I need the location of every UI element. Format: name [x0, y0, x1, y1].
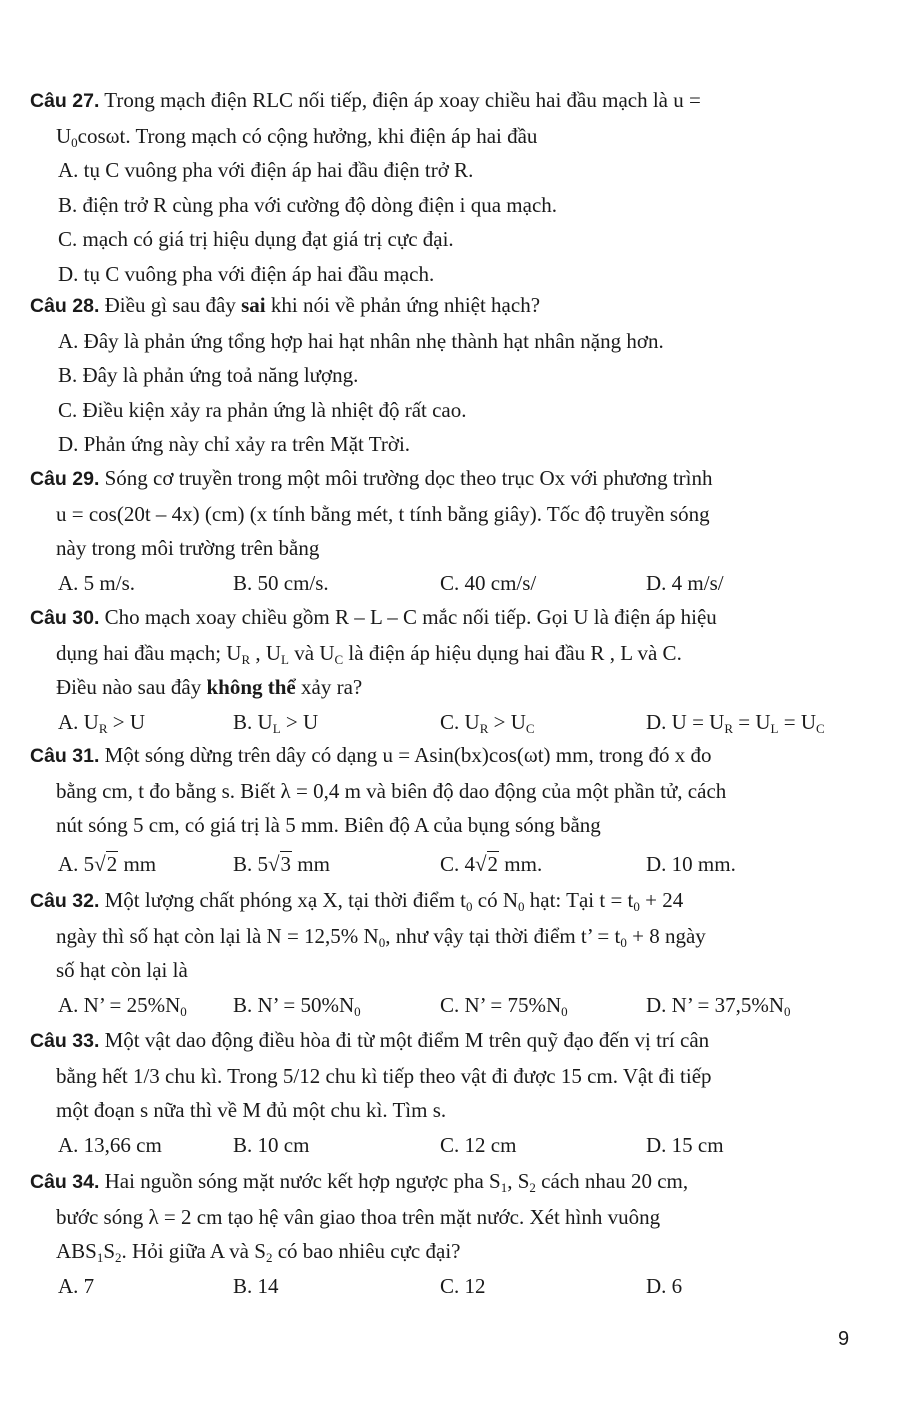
option-a: A. 7	[58, 1273, 95, 1298]
question-32-options	[30, 988, 855, 1023]
question-number: Câu 29.	[30, 468, 100, 490]
option-d: D. tụ C vuông pha với điện áp hai đầu mạch.	[58, 261, 435, 286]
sqrt-icon: √3	[268, 851, 292, 876]
question-33	[30, 1023, 855, 1163]
question-27-stem: Câu 27. Trong mạch điện RLC nối tiếp, điện áp xoay chiều hai đầu mạch là u =	[30, 88, 701, 112]
option-a: A. 13,66 cm	[58, 1132, 162, 1157]
question-30-stem-cont2: Điều nào sau đây không thể xảy ra?	[56, 675, 363, 699]
question-30	[30, 600, 855, 740]
question-27	[30, 83, 855, 291]
option-d: D. 10 mm.	[646, 851, 736, 876]
question-29-options	[30, 566, 855, 601]
option-b: B. 5√3 mm	[233, 847, 330, 882]
question-28-stem: Câu 28. Điều gì sau đây sai khi nói về phản ứng nhiệt hạch?	[30, 293, 541, 317]
option-b: B. N’ = $50\%N_0$	[233, 992, 361, 1019]
option-c: C. Điều kiện xảy ra phản ứng là nhiệt độ rất cao.	[58, 397, 467, 422]
option-c: C. $U_R > U_C$	[440, 709, 535, 736]
question-30-stem: Câu 30. Cho mạch xoay chiều gồm R – L – C mắc nối tiếp. Gọi U là điện áp hiệu	[30, 605, 717, 629]
question-28	[30, 288, 855, 462]
question-29-stem: Câu 29. Sóng cơ truyền trong một môi trường dọc theo trục Ox với phương trình	[30, 466, 713, 490]
question-34	[30, 1164, 855, 1304]
option-b: B. điện trở R cùng pha với cường độ dòng điện i qua mạch.	[58, 192, 558, 217]
option-c: C. N’ = $75\%N_0$	[440, 992, 568, 1019]
question-number: Câu 33.	[30, 1030, 100, 1052]
question-32-stem-cont2: số hạt còn lại là	[56, 958, 188, 982]
question-33-stem-cont2: một đoạn s nữa thì về M đủ một chu kì. Tìm s.	[56, 1098, 447, 1122]
question-31-options	[30, 847, 855, 882]
option-c: C. 12	[440, 1273, 486, 1298]
option-a: A. Đây là phản ứng tổng hợp hai hạt nhân nhẹ thành hạt nhân nặng hơn.	[58, 328, 664, 353]
question-32	[30, 883, 855, 1023]
question-33-options	[30, 1128, 855, 1163]
option-d: D. 6	[646, 1273, 683, 1298]
option-b: B. Đây là phản ứng toả năng lượng.	[58, 363, 359, 387]
option-a: A. 5 m/s.	[58, 570, 136, 595]
option-a: A. $U_R > U$	[58, 709, 146, 736]
question-30-options	[30, 705, 855, 740]
question-number: Câu 27.	[30, 90, 100, 112]
question-33-stem: Câu 33. Một vật dao động điều hòa đi từ một điểm M trên quỹ đạo đến vị trí cân	[30, 1028, 710, 1052]
question-32-stem: Câu 32. Một lượng chất phóng xạ X, tại thời điểm $t_0$ có $N_0$ hạt: Tại $t = t_0 + 24$	[30, 888, 684, 914]
question-34-stem-cont2: $ABS_1S_2$. Hỏi giữa A và $S_2$ có bao nhiêu cực đại?	[56, 1239, 461, 1265]
question-number: Câu 32.	[30, 890, 100, 912]
option-b: B. 50 cm/s.	[233, 570, 329, 595]
option-d: D. $U = U_R = U_L = U_C$	[646, 709, 825, 736]
page-number: 9	[838, 1328, 850, 1350]
option-c: C. 4√2 mm.	[440, 847, 542, 882]
question-34-stem-cont: bước sóng λ = 2 cm tạo hệ vân giao thoa trên mặt nước. Xét hình vuông	[56, 1204, 661, 1229]
option-d: D. 4 m/s/	[646, 570, 724, 595]
option-c: C. mạch có giá trị hiệu dụng đạt giá trị cực đại.	[58, 227, 454, 251]
question-29-stem-cont: u = cos(20t – 4x) (cm) (x tính bằng mét, t tính bằng giây). Tốc độ truyền sóng	[56, 501, 710, 526]
question-number: Câu 30.	[30, 607, 100, 629]
question-33-stem-cont: bằng hết 1/3 chu kì. Trong 5/12 chu kì tiếp theo vật đi được 15 cm. Vật đi tiếp	[56, 1063, 712, 1088]
option-b: B. 10 cm	[233, 1132, 310, 1157]
question-27-stem-cont: $U_0\cos\omega t$. Trong mạch có cộng hưởng, khi điện áp hai đầu	[56, 123, 538, 150]
option-d: D. N’ = $37,5\%N_0$	[646, 992, 791, 1019]
option-b: B. 14	[233, 1273, 279, 1298]
option-d: D. Phản ứng này chỉ xảy ra trên Mặt Trời.	[58, 432, 411, 456]
option-a: A. 5√2 mm	[58, 847, 156, 882]
question-32-stem-cont: ngày thì số hạt còn lại là N = 12,5% $N_0$, như vậy tại thời điểm t’ = $t_0 + 8$ ngày	[56, 923, 706, 950]
question-number: Câu 31.	[30, 745, 100, 767]
question-31-stem-cont: bằng cm, t đo bằng s. Biết λ = 0,4 m và biên độ dao động của một phần tử, cách	[56, 778, 727, 803]
option-a: A. N’ = $25\%N_0$	[58, 992, 187, 1019]
question-34-options	[30, 1269, 855, 1304]
option-d: D. 15 cm	[646, 1132, 724, 1157]
option-c: C. 12 cm	[440, 1132, 517, 1157]
sqrt-icon: √2	[475, 851, 499, 876]
question-31-stem: Câu 31. Một sóng dừng trên dây có dạng u = Asin(bx)cos(ωt) mm, trong đó x đo	[30, 743, 712, 767]
question-31-stem-cont2: nút sóng 5 cm, có giá trị là 5 mm. Biên độ A của bụng sóng bằng	[56, 813, 601, 837]
question-29	[30, 461, 855, 601]
question-30-stem-cont: dụng hai đầu mạch; $U_R$ , $U_L$ và $U_C$ là điện áp hiệu dụng hai đầu R , L và C.	[56, 640, 682, 667]
sqrt-icon: √2	[94, 851, 118, 876]
option-c: C. 40 cm/s/	[440, 570, 537, 595]
question-29-stem-cont2: này trong môi trường trên bằng	[56, 536, 320, 560]
question-number: Câu 28.	[30, 295, 100, 317]
option-b: B. $U_L > U$	[233, 709, 319, 736]
question-31	[30, 738, 855, 882]
question-34-stem: Câu 34. Hai nguồn sóng mặt nước kết hợp ngược pha $S_1$, $S_2$ cách nhau 20 cm,	[30, 1169, 689, 1195]
option-a: A. tụ C vuông pha với điện áp hai đầu điện trở R.	[58, 158, 474, 182]
question-number: Câu 34.	[30, 1171, 100, 1193]
